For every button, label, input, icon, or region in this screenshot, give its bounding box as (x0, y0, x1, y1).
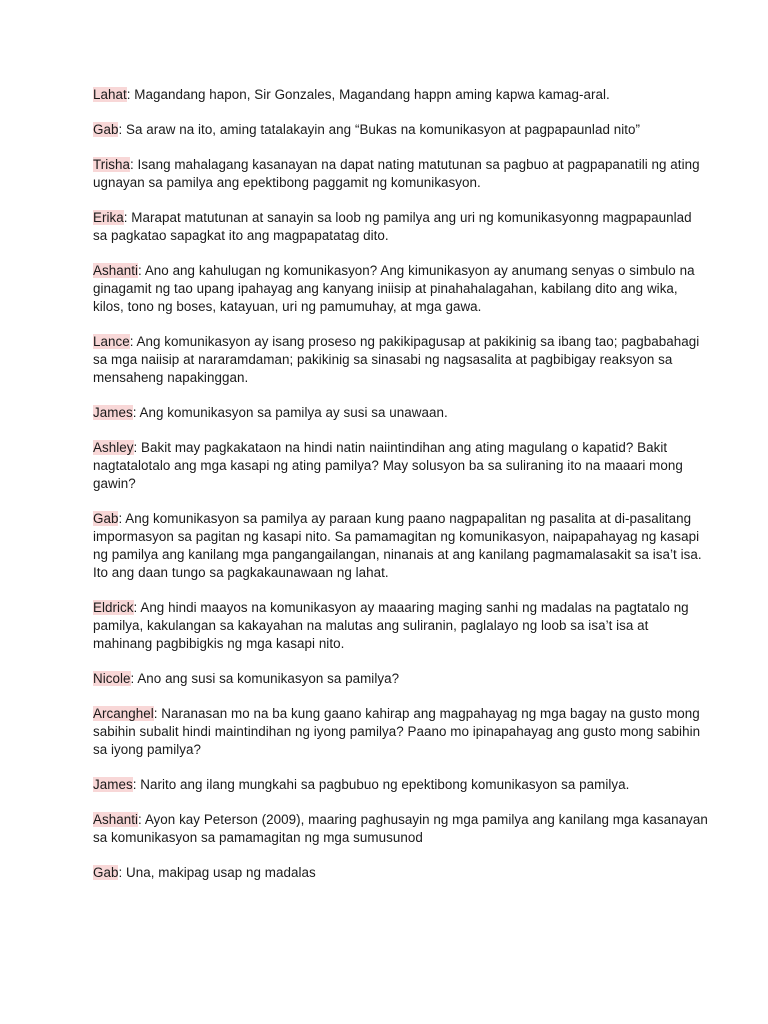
dialogue-line (93, 121, 708, 139)
dialogue-line (93, 670, 708, 688)
speaker-name: Lance (93, 334, 130, 349)
dialogue-text: : Bakit may pagkakataon na hindi natin naiintindihan ang ating magulang o kapatid? Bakit nagtatalotalo ang mga kasapi ng ating pamilya? May solusyon ba sa suliraning ito na maaari mong gawin? (93, 440, 683, 491)
dialogue-text: : Marapat matutunan at sanayin sa loob ng pamilya ang uri ng komunikasyonng magpapaunlad sa pagkatao sapagkat ito ang magpapatatag dito. (93, 210, 692, 243)
dialogue-line (93, 510, 708, 582)
speaker-name: Trisha (93, 157, 131, 172)
speaker-name: Gab (93, 865, 119, 880)
dialogue-text: : Naranasan mo na ba kung gaano kahirap ang magpahayag ng mga bagay na gusto mong sabihin subalit hindi maintindihan ng iyong pamilya? Paano mo ipinapahayag ang gusto mong sabihin sa iyong pamilya? (93, 706, 701, 757)
dialogue-text: : Ano ang kahulugan ng komunikasyon? Ang kimunikasyon ay anumang senyas o simbulo na ginagamit ng tao upang ipahayag ang kanyang iniisip at pinahahalagahan, kabilang dito ang wika, kilos, tono ng boses, katayuan, uri ng pamumuhay, at mga gawa. (93, 263, 695, 314)
dialogue-text: : Ang hindi maayos na komunikasyon ay maaaring maging sanhi ng madalas na pagtatalo ng pamilya, kakulangan sa kakayahan na malutas ang suliranin, paglalayo ng loob sa isa’t isa at mahinang pagbibigkis ng mga kasapi nito. (93, 600, 689, 651)
speaker-name: Ashley (93, 440, 134, 455)
dialogue-line (93, 864, 708, 882)
dialogue-line (93, 156, 708, 192)
speaker-name: Gab (93, 511, 119, 526)
dialogue-line (93, 262, 708, 316)
dialogue-text: : Ayon kay Peterson (2009), maaring paghusayin ng mga pamilya ang kanilang mga kasanayan sa komunikasyon sa pamamagitan ng mga sumusunod (93, 812, 708, 845)
dialogue-line (93, 439, 708, 493)
dialogue-text: : Sa araw na ito, aming tatalakayin ang “Bukas na komunikasyon at pagpapaunlad nito” (118, 122, 641, 137)
speaker-name: Lahat (93, 87, 127, 102)
dialogue-text: : Ano ang susi sa komunikasyon sa pamilya? (130, 671, 400, 686)
dialogue-text: : Narito ang ilang mungkahi sa pagbubuo ng epektibong komunikasyon sa pamilya. (132, 777, 630, 792)
dialogue-text: : Magandang hapon, Sir Gonzales, Magandang happn aming kapwa kamag-aral. (126, 87, 610, 102)
dialogue-line (93, 209, 708, 245)
dialogue-text: : Una, makipag usap ng madalas (118, 865, 316, 880)
dialogue-text: : Ang komunikasyon sa pamilya ay susi sa unawaan. (132, 405, 448, 420)
speaker-name: James (93, 405, 133, 420)
dialogue-line (93, 811, 708, 847)
speaker-name: Ashanti (93, 812, 139, 827)
speaker-name: Erika (93, 210, 124, 225)
dialogue-line (93, 404, 708, 422)
dialogue-text: : Ang komunikasyon sa pamilya ay paraan kung paano nagpapalitan ng pasalita at di-pasalitang impormasyon sa pagitan ng kasapi nito. Sa pamamagitan ng komunikasyon, naipapahayag ng kasapi ng pamilya ang kanilang mga pangangailangan, ninanais at ang kanilang pagmamalasakit sa isa’t isa. Ito ang daan tungo sa pagkakaunawaan ng lahat. (93, 511, 702, 580)
speaker-name: James (93, 777, 133, 792)
speaker-name: Nicole (93, 671, 131, 686)
dialogue-line (93, 333, 708, 387)
dialogue-line (93, 86, 708, 104)
dialogue-line (93, 776, 708, 794)
speaker-name: Ashanti (93, 263, 139, 278)
dialogue-text: : Isang mahalagang kasanayan na dapat nating matutunan sa pagbuo at pagpapanatili ng ating ugnayan sa pamilya ang epektibong paggamit ng komunikasyon. (93, 157, 700, 190)
dialogue-line (93, 705, 708, 759)
speaker-name: Gab (93, 122, 119, 137)
speaker-name: Eldrick (93, 600, 134, 615)
dialogue-line (93, 599, 708, 653)
dialogue-text: : Ang komunikasyon ay isang proseso ng pakikipagusap at pakikinig sa ibang tao; pagbabahagi sa mga naiisip at nararamdaman; pakikinig sa sinasabi ng nagsasalita at pagbibigay reaksyon sa mensaheng napakinggan. (93, 334, 700, 385)
speaker-name: Arcanghel (93, 706, 154, 721)
